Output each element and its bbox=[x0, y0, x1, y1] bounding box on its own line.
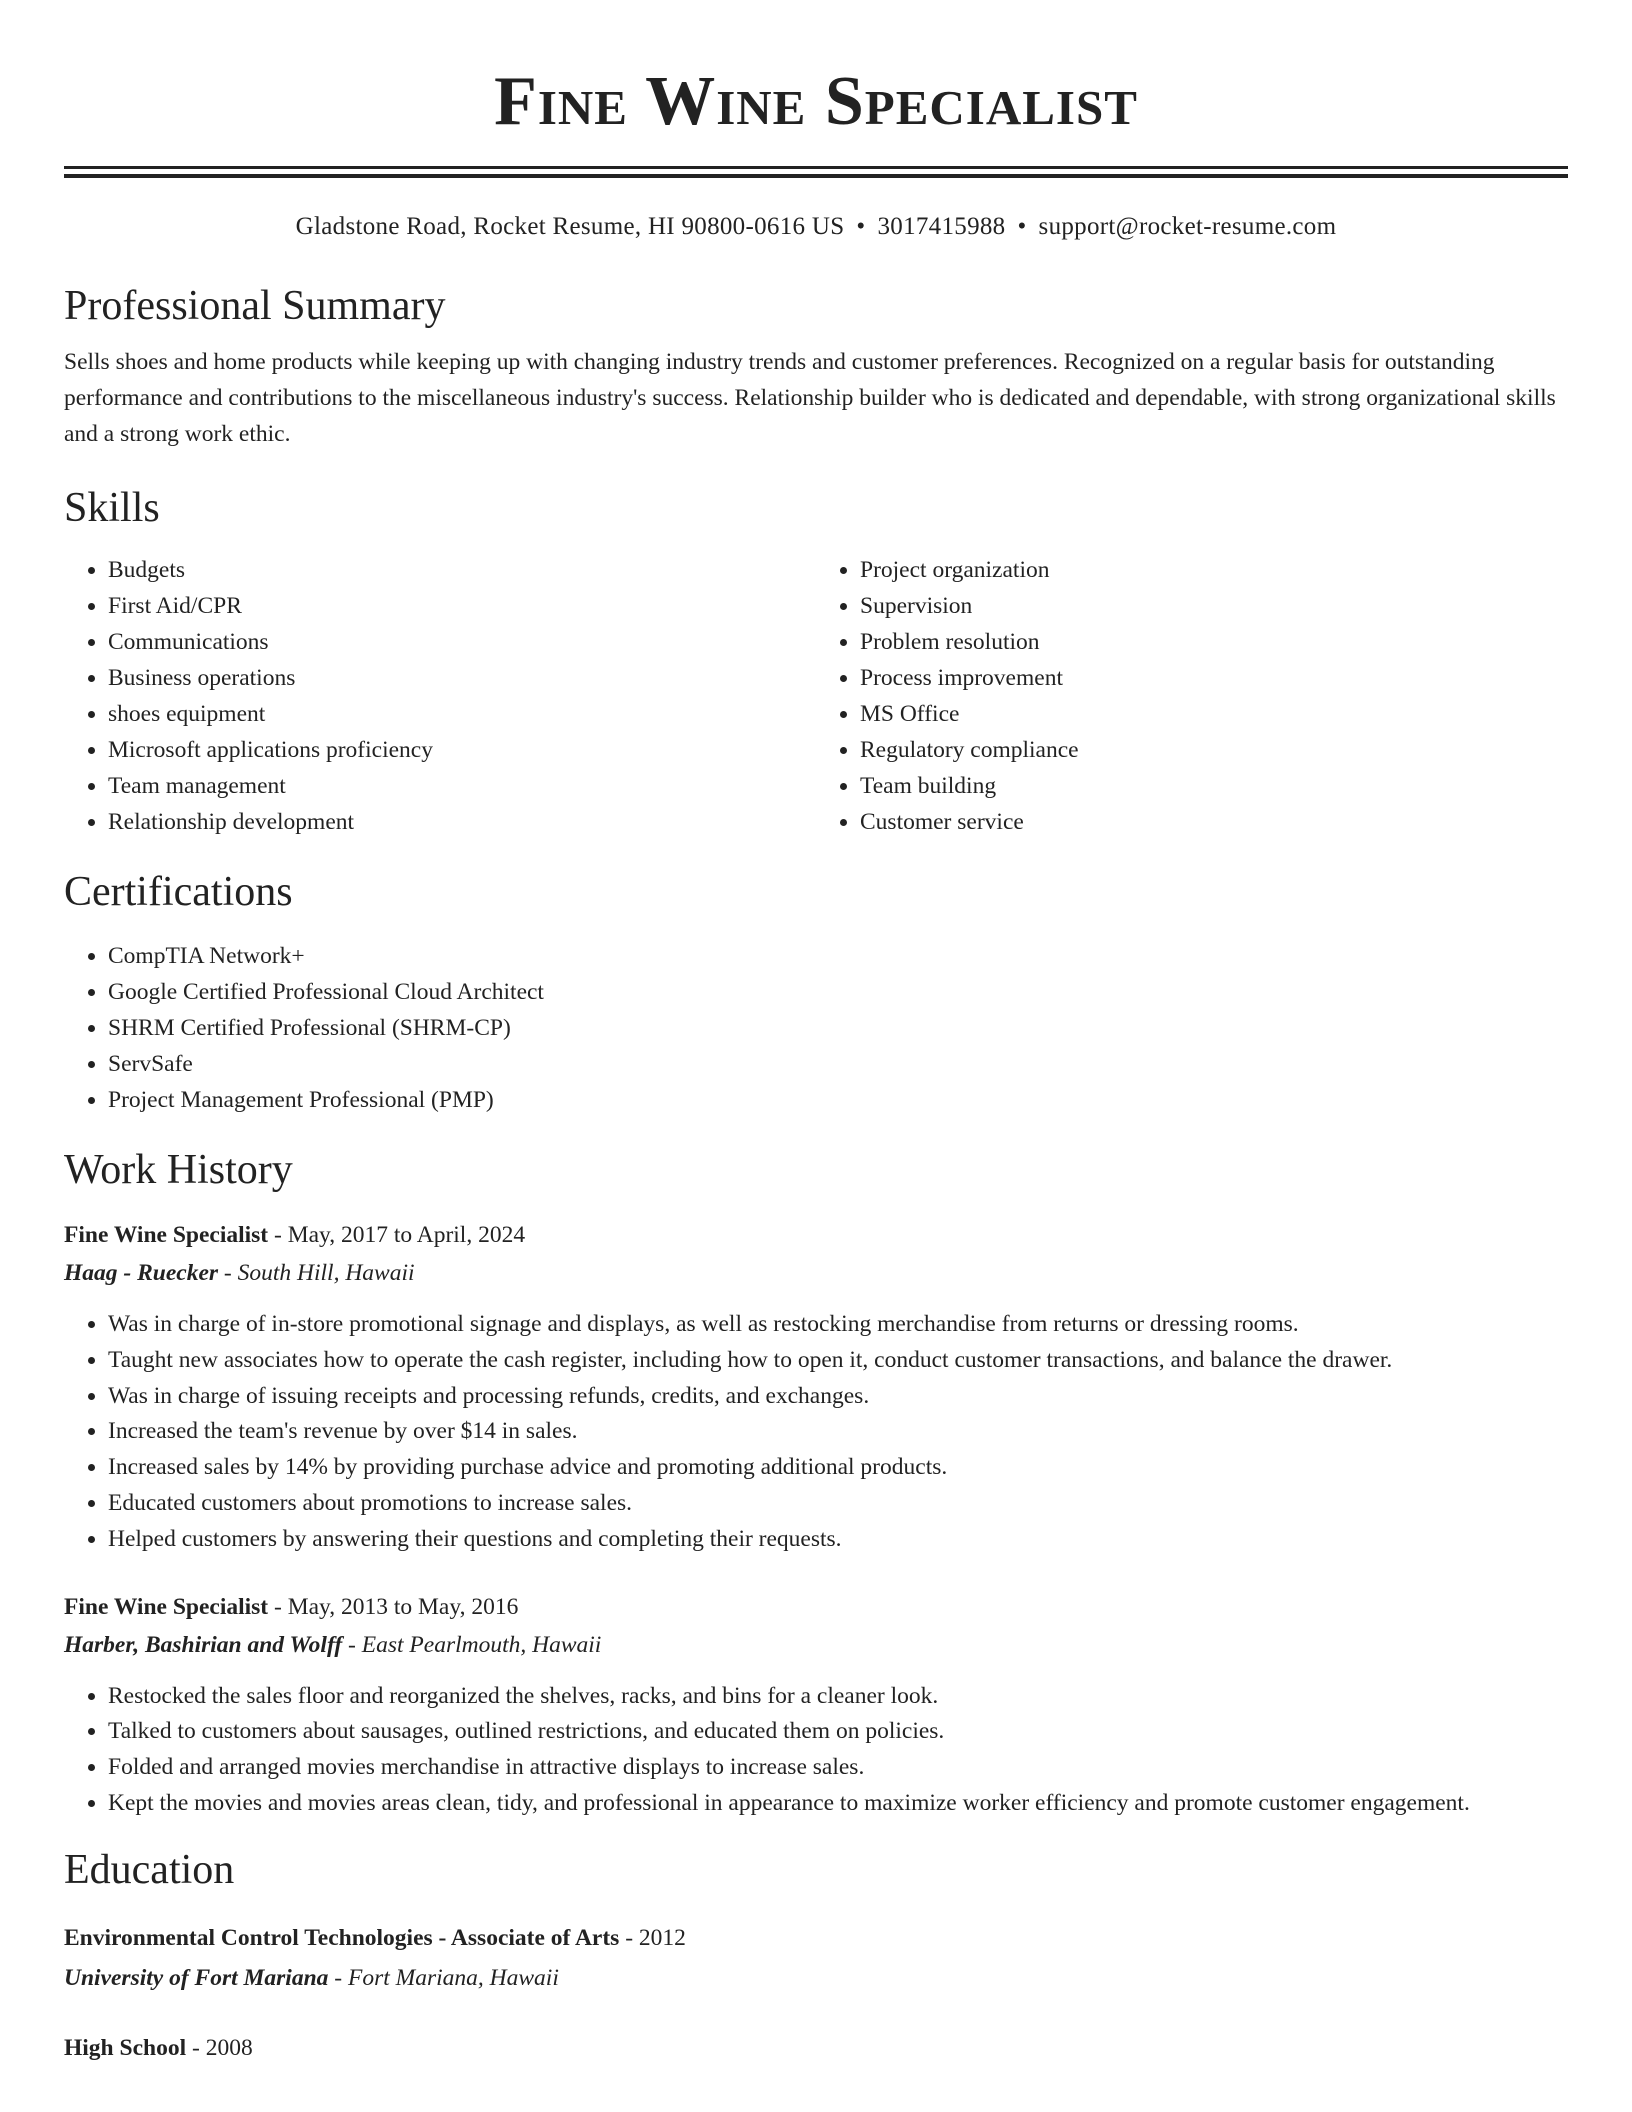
contact-phone: 3017415988 bbox=[877, 213, 1006, 240]
work-history-section bbox=[64, 1144, 1568, 1822]
education-entry bbox=[64, 1918, 1568, 1998]
education-entry bbox=[64, 2028, 1568, 2068]
certification-item: • SHRM Certified Professional (SHRM-CP) bbox=[108, 1010, 1568, 1046]
responsibility-item: • Increased the team's revenue by over $14 in sales. bbox=[108, 1414, 1568, 1450]
job-dash: - bbox=[268, 1593, 288, 1620]
education-school: University of Fort Mariana bbox=[64, 1964, 329, 1991]
summary-text: Sells shoes and home products while keeping up with changing industry trends and customer preferences. Recognized on a regular basis for outstanding performance and contributions to the miscellaneous industry's success. Relationship builder who is dedicated and dependable, with strong organizational skills and a strong work ethic. bbox=[64, 349, 1556, 447]
job-dates: May, 2013 to May, 2016 bbox=[287, 1593, 519, 1620]
skill-item: • Microsoft applications proficiency bbox=[108, 732, 816, 768]
skill-item: • Process improvement bbox=[860, 660, 1568, 696]
job-employer-line bbox=[64, 1254, 1568, 1292]
contact-email: support@rocket-resume.com bbox=[1038, 213, 1337, 240]
job-location: East Pearlmouth, Hawaii bbox=[361, 1631, 602, 1658]
title-divider-bottom bbox=[64, 174, 1568, 178]
summary-section bbox=[64, 280, 1568, 452]
skill-item: • Communications bbox=[108, 624, 816, 660]
job-company: Haag - Ruecker bbox=[64, 1260, 219, 1286]
education-dash: - bbox=[186, 2034, 206, 2061]
education-dash: - bbox=[328, 1964, 348, 1991]
contact-separator: • bbox=[856, 213, 866, 240]
certification-item: • Google Certified Professional Cloud Architect bbox=[108, 974, 1568, 1010]
job-entry bbox=[64, 1216, 1568, 1558]
summary-heading: Professional Summary bbox=[64, 283, 446, 329]
responsibility-item: • Taught new associates how to operate the cash register, including how to open it, conduct customer transactions, and balance the drawer. bbox=[108, 1343, 1568, 1379]
skills-columns bbox=[64, 552, 1568, 840]
skill-item: • First Aid/CPR bbox=[108, 588, 816, 624]
education-year: 2008 bbox=[205, 2034, 253, 2061]
education-degree: High School bbox=[64, 2034, 187, 2061]
responsibility-item: • Talked to customers about sausages, outlined restrictions, and educated them on policies. bbox=[108, 1714, 1568, 1750]
education-degree: Environmental Control Technologies - Associate of Arts bbox=[64, 1924, 620, 1951]
skill-item: • Business operations bbox=[108, 660, 816, 696]
contact-address: Gladstone Road, Rocket Resume, HI 90800-0616 US bbox=[295, 213, 845, 240]
job-header bbox=[64, 1588, 1568, 1626]
responsibility-item: • Restocked the sales floor and reorganized the shelves, racks, and bins for a cleaner look. bbox=[108, 1679, 1568, 1715]
skill-item: • Team management bbox=[108, 768, 816, 804]
responsibility-item: • Kept the movies and movies areas clean, tidy, and professional in appearance to maximize worker efficiency and promote customer engagement. bbox=[108, 1786, 1568, 1822]
certification-item: • CompTIA Network+ bbox=[108, 938, 1568, 974]
certifications-list bbox=[64, 938, 1568, 1118]
responsibility-item: • Increased sales by 14% by providing purchase advice and promoting additional products. bbox=[108, 1450, 1568, 1486]
skill-item: • MS Office bbox=[860, 696, 1568, 732]
responsibility-item: • Was in charge of issuing receipts and processing refunds, credits, and exchanges. bbox=[108, 1379, 1568, 1415]
skill-item: • Team building bbox=[860, 768, 1568, 804]
certifications-heading: Certifications bbox=[64, 869, 293, 915]
education-header bbox=[64, 1918, 1568, 1958]
resume-title: Fine Wine Specialist bbox=[494, 63, 1138, 140]
job-location: South Hill, Hawaii bbox=[237, 1260, 415, 1286]
education-year: 2012 bbox=[638, 1924, 686, 1951]
job-dash: - bbox=[218, 1260, 238, 1286]
certification-item: • Project Management Professional (PMP) bbox=[108, 1082, 1568, 1118]
job-responsibilities bbox=[64, 1679, 1568, 1822]
skill-item: • Budgets bbox=[108, 552, 816, 588]
contact-line bbox=[64, 211, 1568, 243]
job-dash: - bbox=[268, 1222, 288, 1248]
skills-heading: Skills bbox=[64, 485, 160, 531]
certification-item: • ServSafe bbox=[108, 1046, 1568, 1082]
job-dash: - bbox=[342, 1631, 362, 1658]
education-school-line bbox=[64, 1958, 1568, 1998]
job-responsibilities bbox=[64, 1307, 1568, 1558]
responsibility-item: • Folded and arranged movies merchandise in attractive displays to increase sales. bbox=[108, 1750, 1568, 1786]
job-title: Fine Wine Specialist bbox=[64, 1593, 269, 1620]
certifications-section bbox=[64, 866, 1568, 1118]
skills-section bbox=[64, 482, 1568, 840]
job-employer-line bbox=[64, 1626, 1568, 1664]
skill-item: • Relationship development bbox=[108, 804, 816, 840]
skill-item: • Problem resolution bbox=[860, 624, 1568, 660]
skill-item: • shoes equipment bbox=[108, 696, 816, 732]
job-header bbox=[64, 1216, 1568, 1254]
education-location: Fort Mariana, Hawaii bbox=[347, 1964, 559, 1991]
skill-item: • Supervision bbox=[860, 588, 1568, 624]
skill-item: • Regulatory compliance bbox=[860, 732, 1568, 768]
job-company: Harber, Bashirian and Wolff bbox=[64, 1631, 343, 1658]
contact-separator: • bbox=[1017, 213, 1027, 240]
education-section bbox=[64, 1844, 1568, 2068]
title-divider-top bbox=[64, 166, 1568, 169]
skills-list-right bbox=[816, 552, 1568, 840]
skill-item: • Project organization bbox=[860, 552, 1568, 588]
responsibility-item: • Was in charge of in-store promotional signage and displays, as well as restocking merchandise from returns or dressing rooms. bbox=[108, 1307, 1568, 1343]
skills-list-left bbox=[64, 552, 816, 840]
education-dash: - bbox=[619, 1924, 639, 1951]
job-entry bbox=[64, 1588, 1568, 1822]
job-dates: May, 2017 to April, 2024 bbox=[287, 1222, 526, 1248]
work-history-heading: Work History bbox=[64, 1147, 293, 1193]
job-title: Fine Wine Specialist bbox=[64, 1222, 269, 1248]
responsibility-item: • Educated customers about promotions to increase sales. bbox=[108, 1486, 1568, 1522]
responsibility-item: • Helped customers by answering their questions and completing their requests. bbox=[108, 1522, 1568, 1558]
education-header bbox=[64, 2028, 1568, 2068]
education-heading: Education bbox=[64, 1846, 235, 1893]
skill-item: • Customer service bbox=[860, 804, 1568, 840]
